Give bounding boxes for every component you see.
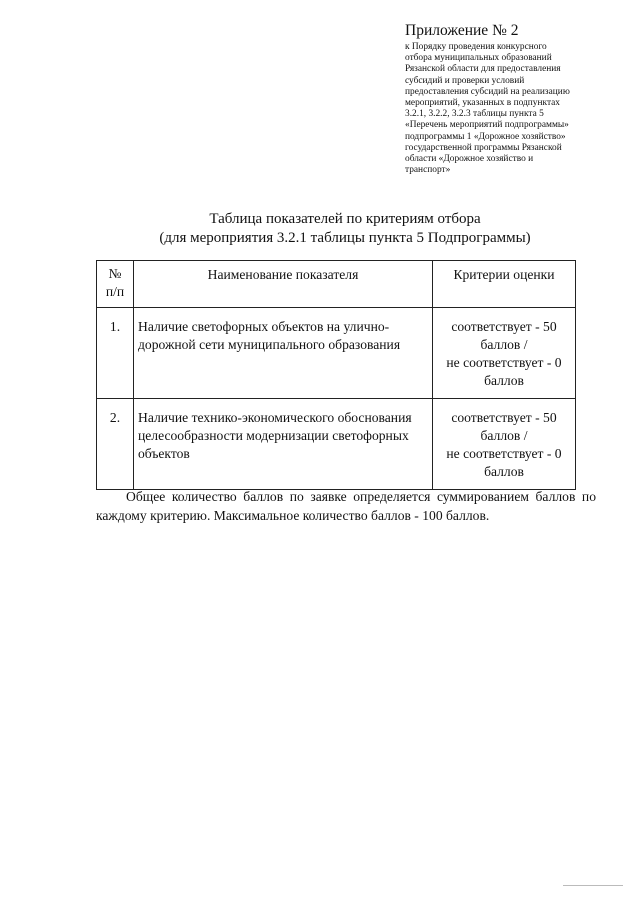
summary-text: Общее количество баллов по заявке определяется суммированием баллов по каждому критерию. Максимальное количество баллов - 100 баллов. <box>96 489 596 523</box>
criteria-line: соответствует - 50 <box>451 410 557 425</box>
row-indicator-name: Наличие светофорных объектов на улично-дорожной сети муниципального образования <box>134 308 433 399</box>
criteria-line: баллов <box>484 373 524 388</box>
appendix-line: к Порядку проведения конкурсного <box>405 42 547 52</box>
table-heading-title: Таблица показателей по критериям отбора <box>209 211 481 227</box>
row-criteria <box>433 308 576 399</box>
summary-paragraph <box>96 487 596 525</box>
appendix-line: области «Дорожное хозяйство и <box>405 154 534 165</box>
criteria-line: соответствует - 50 <box>451 319 557 334</box>
header-criteria: Критерии оценки <box>433 261 576 308</box>
appendix-title: Приложение № 2 <box>405 22 519 39</box>
criteria-line: не соответствует - 0 <box>446 355 562 370</box>
appendix-block <box>405 22 630 176</box>
header-number-line1: № <box>108 266 122 281</box>
criteria-line: баллов <box>484 464 524 479</box>
footer-divider <box>563 885 623 886</box>
header-number <box>97 261 134 308</box>
table-row <box>97 308 576 399</box>
row-indicator-name: Наличие технико-экономического обоснования целесообразности модернизации светофорных объектов <box>134 399 433 490</box>
appendix-line: Рязанской области для предоставления <box>405 64 561 75</box>
appendix-line: государственной программы Рязанской <box>405 142 562 153</box>
criteria-line: баллов / <box>480 337 528 352</box>
row-number: 1. <box>97 308 134 399</box>
appendix-line: подпрограммы 1 «Дорожное хозяйство» <box>405 131 566 142</box>
appendix-line: субсидий и проверки условий <box>405 75 525 86</box>
header-indicator-name: Наименование показателя <box>134 261 433 308</box>
appendix-line: предоставления субсидий на реализацию <box>405 86 570 97</box>
appendix-line: мероприятий, указанных в подпунктах <box>405 98 560 109</box>
criteria-line: баллов / <box>480 428 528 443</box>
row-criteria <box>433 399 576 490</box>
table-header-row <box>97 261 576 308</box>
table-heading <box>60 210 630 248</box>
criteria-table <box>96 260 576 490</box>
row-number: 2. <box>97 399 134 490</box>
appendix-line: отбора муниципальных образований <box>405 53 552 64</box>
header-number-line2: п/п <box>105 284 125 299</box>
appendix-line: 3.2.1, 3.2.2, 3.2.3 таблицы пункта 5 <box>405 109 544 120</box>
appendix-line: транспорт» <box>405 165 451 176</box>
appendix-line: «Перечень мероприятий подпрограммы» <box>405 120 569 131</box>
table-heading-subtitle: (для мероприятия 3.2.1 таблицы пункта 5 Подпрограммы) <box>159 230 531 246</box>
criteria-line: не соответствует - 0 <box>446 446 562 461</box>
table-row <box>97 399 576 490</box>
